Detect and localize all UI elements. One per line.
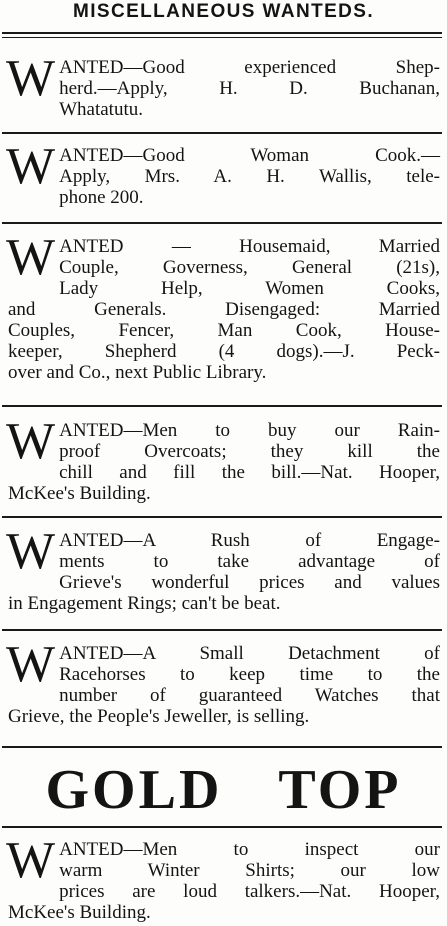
ad-line: proof Overcoats; they kill the [59,441,440,462]
ad-line: phone 200. [59,187,144,208]
ad-line: herd.—Apply, H. D. Buchanan, [59,78,440,99]
classified-ad [6,50,440,120]
ad-line: Lady Help, Women Cooks, [59,278,440,299]
ad-line: ANTED—A Small Detachment of [59,643,440,664]
ad-line: prices are loud talkers.—Nat. Hooper, [59,881,440,902]
ad-line: ANTED—Men to buy our Rain- [59,420,440,441]
ad-line: keeper, Shepherd (4 dogs).—J. Peck- [8,341,440,362]
drop-cap: W [6,832,56,889]
ad-line: Apply, Mrs. A. H. Wallis, tele- [59,166,440,187]
drop-cap: W [6,636,56,693]
divider [2,629,442,631]
ad-line: McKee's Building. [8,483,151,504]
divider [2,32,442,38]
classified-ad [6,138,440,208]
drop-cap: W [6,523,56,580]
classified-ad [6,413,440,504]
drop-cap: W [6,229,56,286]
ad-line: ANTED—A Rush of Engage- [59,530,440,551]
classified-ad [6,636,440,727]
section-heading: MISCELLANEOUS WANTEDS. [72,1,375,22]
drop-cap: W [6,138,56,195]
ad-line: Couples, Fencer, Man Cook, House- [8,320,440,341]
display-ad-headline: GOLD TOP [45,759,402,821]
drop-cap: W [6,413,56,470]
ad-line: Racehorses to keep time to the [59,664,440,685]
ad-line: Grieve, the People's Jeweller, is selling. [8,706,310,727]
divider [2,826,442,828]
ad-line: in Engagement Rings; can't be beat. [8,593,281,614]
ad-line: McKee's Building. [8,902,151,923]
ad-line: Whatatutu. [59,99,143,120]
divider [2,222,442,224]
ad-line: Grieve's wonderful prices and values [59,572,440,593]
ad-line: Couple, Governess, General (21s), [59,257,440,278]
ad-line: ments to take advantage of [59,551,440,572]
ad-line: number of guaranteed Watches that [59,685,440,706]
ad-line: chill and fill the bill.—Nat. Hooper, [59,462,440,483]
classified-ad [6,832,440,923]
ad-line: ANTED—Good Woman Cook.— [59,145,440,166]
drop-cap: W [6,50,56,107]
classified-ad [6,229,440,383]
ad-line: over and Co., next Public Library. [8,362,267,383]
ad-line: ANTED—Men to inspect our [59,839,440,860]
classified-ad [6,523,440,614]
divider [2,405,442,407]
divider [2,746,442,748]
ad-line: ANTED — Housemaid, Married [59,236,440,257]
ad-line: warm Winter Shirts; our low [59,860,440,881]
divider [2,516,442,518]
ad-line: ANTED—Good experienced Shep- [59,57,440,78]
ad-line: and Generals. Disengaged: Married [8,299,440,320]
divider [2,132,442,134]
